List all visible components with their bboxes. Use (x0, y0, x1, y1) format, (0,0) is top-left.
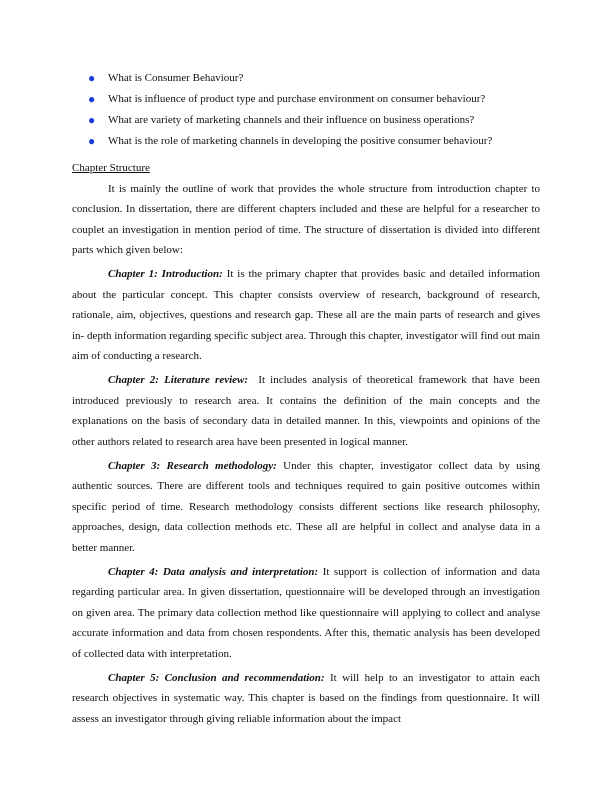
chapter-2-text: It includes analysis of theoretical framework that have been introduced previously to research area. It contains the definition of the main concepts and the explanations on the basis of secondary data in detailed manner. In this, viewpoints and opinions of the other authors related to research area have been presented in logical manner. (72, 374, 541, 448)
bullet-dot-icon: ● (88, 92, 96, 106)
chapter-2-title: Chapter 2: Literature review: (108, 374, 249, 386)
chapter-5-text: It will help to an investigator to attain each research objectives in systematic way. This chapter is based on the findings from questionnaire. It will assess an investigator through giving reliable information about the impact (72, 671, 540, 725)
section-heading: Chapter Structure (72, 162, 150, 174)
list-item (72, 91, 542, 112)
list-item (72, 133, 542, 154)
chapter-2-paragraph (72, 370, 540, 452)
question-text: What are variety of marketing channels and their influence on business operations? (108, 114, 475, 126)
chapter-1-title: Chapter 1: Introduction: (108, 268, 223, 280)
question-text: What is Consumer Behaviour? (108, 72, 244, 84)
research-questions-list (72, 70, 542, 154)
bullet-dot-icon: ● (88, 113, 96, 127)
chapter-1-text: It is the primary chapter that provides basic and detailed information about the particular concept. This chapter consists overview of research, background of research, rationale, aim, objectives, questions and research gap. These all are the main parts of research and gives in- depth information regarding specific subject area. Through this chapter, investigator will find out main aim of conducting a research. (72, 268, 541, 362)
chapter-5-title: Chapter 5: Conclusion and recommendation: (108, 671, 325, 684)
list-item (72, 112, 542, 133)
chapter-3-text: Under this chapter, investigator collect data by using authentic sources. There are different tools and techniques required to gain positive outcomes within specific period of time. Research methodology consists different sections like research philosophy, approaches, design, data collection methods etc. These all are helpful in collect and analyse data in a better manner. (72, 459, 541, 554)
chapter-5-paragraph (72, 668, 540, 730)
chapter-structure-section (72, 158, 540, 733)
chapter-4-text: It support is collection of information and data regarding particular area. In given dissertation, questionnaire will be developed through an investigation on given area. The primary data collection method like questionnaire will applying to collect and analyse accurate information and data from chosen respondents. After this, thematic analysis has been developed of collected data with interpretation. (72, 565, 540, 660)
chapter-4-paragraph (72, 562, 540, 665)
chapter-3-paragraph (72, 456, 540, 559)
bullet-dot-icon: ● (88, 71, 96, 85)
chapter-3-title: Chapter 3: Research methodology: (108, 459, 277, 472)
list-item (72, 70, 542, 91)
chapter-1-paragraph (72, 264, 540, 367)
bullet-dot-icon: ● (88, 134, 96, 148)
question-text: What is the role of marketing channels in developing the positive consumer behaviour? (108, 135, 493, 147)
chapter-4-title: Chapter 4: Data analysis and interpretation: (108, 565, 319, 578)
intro-paragraph: It is mainly the outline of work that provides the whole structure from introduction chapter to conclusion. In dissertation, there are different chapters included and these are helpful for a researcher to couplet an investigation in mention period of time. The structure of dissertation is divided into different parts which given below: (72, 182, 540, 256)
question-text: What is influence of product type and purchase environment on consumer behaviour? (108, 93, 486, 105)
